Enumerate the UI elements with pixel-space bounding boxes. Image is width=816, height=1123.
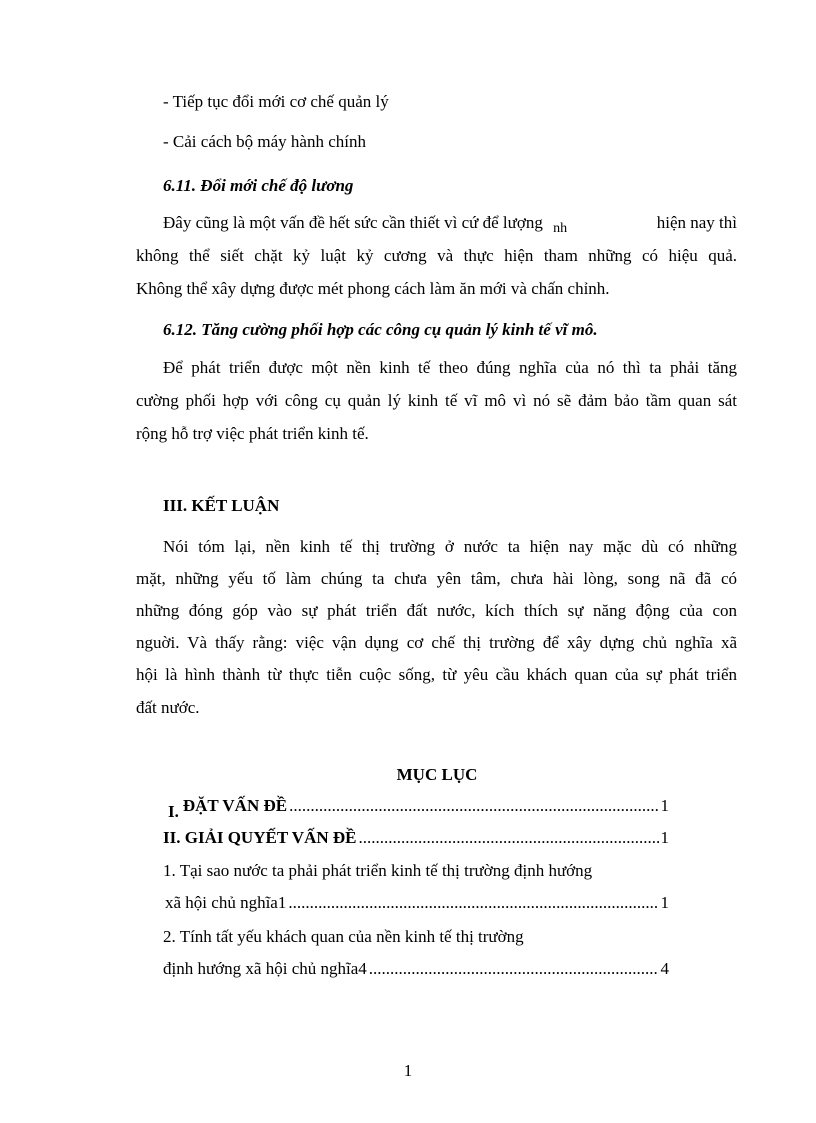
toc-entry-line[interactable]: 1. Tại sao nước ta phải phát triển kinh tế thị trường định hướng (163, 861, 593, 880)
paragraph-line: Không thể xây dựng được mét phong cách làm ăn mới và chấn chỉnh. (136, 279, 610, 298)
paragraph-text: hiện nay thì (656, 213, 737, 232)
toc-title: MỤC LỤC (396, 765, 478, 784)
toc-entry-page: 1 (660, 796, 669, 815)
toc-leader-dots (369, 959, 659, 979)
toc-leader-dots (288, 893, 658, 913)
toc-entry[interactable] (165, 893, 669, 913)
inline-fragment: nh (553, 221, 568, 236)
paragraph-line: Nói tóm lại, nền kinh tế thị trường ở nước ta hiện nay mặc dù có những (163, 537, 737, 556)
page-number: 1 (403, 1061, 413, 1080)
toc-entry-label: ĐẶT VẤN ĐỀ (182, 796, 288, 815)
toc-entry-line[interactable]: 2. Tính tất yếu khách quan của nền kinh tế thị trường (163, 927, 524, 946)
toc-entry-page: 4 (660, 959, 669, 978)
paragraph-line: cường phối hợp với công cụ quản lý kinh tế vĩ mô vì nó sẽ đảm bảo tầm quan sát (136, 391, 737, 410)
paragraph-line: hội là hình thành từ thực tiễn cuộc sống, từ yêu cầu khách quan của sự phát triển (136, 665, 737, 684)
bullet-item: - Tiếp tục đổi mới cơ chế quản lý (163, 92, 389, 111)
toc-entry-label: định hướng xã hội chủ nghĩa4 (163, 959, 367, 978)
conclusion-heading: III. KẾT LUẬN (163, 496, 280, 515)
toc-entry-page: 1 (660, 893, 669, 912)
toc-entry[interactable] (168, 796, 669, 821)
toc-entry-label: xã hội chủ nghĩa1 (165, 893, 287, 912)
toc-entry-prefix: I. (168, 802, 179, 821)
paragraph-line: rộng hỗ trợ việc phát triển kinh tế. (136, 424, 369, 443)
paragraph-line: Để phát triển được một nền kinh tế theo đúng nghĩa của nó thì ta phải tăng (163, 358, 737, 377)
toc-entry-label: II. GIẢI QUYẾT VẤN ĐỀ (163, 828, 357, 847)
paragraph-line: nguời. Và thấy rằng: việc vận dụng cơ chế thị trường để xây dựng chủ nghĩa xã (136, 633, 737, 652)
toc-entry-page: 1 (660, 828, 669, 847)
toc-leader-dots (359, 828, 659, 848)
paragraph-line: không thể siết chặt kỷ luật kỷ cương và thực hiện tham những có hiệu quả. (136, 246, 737, 265)
paragraph-line (163, 213, 737, 239)
toc-entry[interactable] (163, 828, 669, 848)
paragraph-text: Đây cũng là một vấn đề hết sức cần thiết vì cứ để lượng (163, 213, 543, 232)
toc-leader-dots (289, 796, 658, 816)
paragraph-line: đất nước. (136, 698, 200, 717)
bullet-item: - Cải cách bộ máy hành chính (163, 132, 366, 151)
section-heading-6-11: 6.11. Đổi mới chế độ lương (163, 176, 354, 195)
toc-entry[interactable] (163, 959, 669, 979)
section-heading-6-12: 6.12. Tăng cường phối hợp các công cụ quản lý kinh tế vĩ mô. (163, 320, 598, 339)
paragraph-line: những đóng góp vào sự phát triển đất nước, kích thích sự năng động của con (136, 601, 737, 620)
paragraph-line: mặt, những yếu tố làm chúng ta chưa yên tâm, chưa hài lòng, song nã đã có (136, 569, 737, 588)
